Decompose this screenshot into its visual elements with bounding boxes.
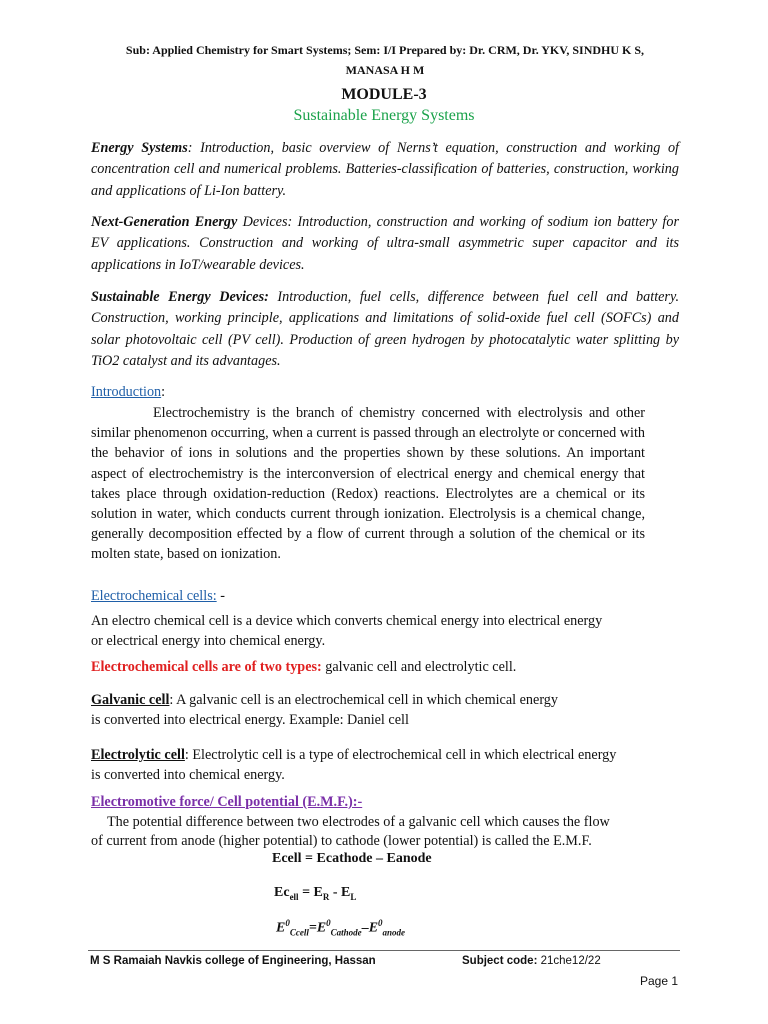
footer-divider <box>88 950 680 951</box>
types-label: Electrochemical cells are of two types: <box>91 659 322 675</box>
galvanic-text: : A galvanic cell is an electrochemical cell in which chemical energy <box>169 692 558 708</box>
eq2-a: Ec <box>274 885 290 900</box>
eq2-b: = E <box>298 885 323 900</box>
eq3-a: E <box>276 920 286 936</box>
electrolytic-line-2: is converted into chemical energy. <box>91 767 285 783</box>
eq2-c-sub: L <box>350 891 357 902</box>
footer-subject <box>462 955 601 967</box>
eq3-b-sup: 0 <box>326 918 331 928</box>
syllabus-text: Introduction, fuel cells, difference between fuel cell and battery. Construction, working principle, applications and limitations of solid-oxide fuel cell (SOFCs) and solar photovoltaic cell (PV cell). Production of green hydrogen by photocatalytic water splitting by TiO2 catalyst and its advantages. <box>91 289 680 369</box>
electrochem-line-1: An electro chemical cell is a device which converts chemical energy into electrical energy <box>91 613 603 629</box>
eq3-eq: = <box>308 920 317 936</box>
syllabus-sep: : <box>187 140 201 156</box>
syllabus-label: Energy Systems <box>91 140 188 156</box>
electrochem-types <box>91 657 516 677</box>
equation-standard-potential <box>276 918 405 937</box>
emf-line-2: of current from anode (higher potential) to cathode (lower potential) is called the E.M.F. <box>91 833 592 849</box>
eq2-c: - E <box>329 885 351 900</box>
module-subtitle: Sustainable Energy Systems <box>293 107 475 124</box>
emf-heading-text: Electromotive force/ Cell potential (E.M.F.):- <box>91 794 363 810</box>
electrolytic-line-1 <box>91 745 616 765</box>
syllabus-energy-systems <box>91 138 679 202</box>
electrochem-heading-suffix: - <box>216 588 225 604</box>
electrochem-heading <box>91 588 225 605</box>
electrolytic-text: : Electrolytic cell is a type of electrochemical cell in which electrical energy <box>184 747 617 763</box>
syllabus-next-generation <box>91 212 679 276</box>
equation-er-el <box>274 885 356 902</box>
subject-label: Subject code: <box>462 955 538 967</box>
footer-college: M S Ramaiah Navkis college of Engineering, Hassan <box>90 955 376 967</box>
electrochem-line-2: or electrical energy into chemical energy. <box>91 633 326 649</box>
eq2-a-sub: ell <box>289 891 299 902</box>
types-text: galvanic cell and electrolytic cell. <box>321 659 517 675</box>
eq3-c: E <box>368 920 379 936</box>
galvanic-label: Galvanic cell <box>91 692 170 708</box>
electrolytic-label: Electrolytic cell <box>91 747 185 763</box>
eq3-b: E <box>316 920 327 936</box>
subject-code: 21che12/22 <box>537 955 601 967</box>
eq3-a-sup: 0 <box>285 918 290 928</box>
galvanic-line-2: is converted into electrical energy. Example: Daniel cell <box>91 712 409 728</box>
intro-heading-text: Introduction <box>91 384 162 400</box>
eq3-b-sub: Cathode <box>330 927 362 938</box>
syllabus-label: Sustainable Energy Devices: <box>91 289 269 305</box>
syllabus-label: Next-Generation Energy <box>91 214 238 230</box>
header-line-1: Sub: Applied Chemistry for Smart Systems; Sem: I/I Prepared by: Dr. CRM, Dr. YKV, SINDHU K S, <box>125 43 645 57</box>
eq3-minus: – <box>361 920 369 936</box>
header-line-2: MANASA H M <box>345 63 425 77</box>
eq3-c-sub: anode <box>382 927 406 938</box>
syllabus-sustainable-devices <box>91 287 679 372</box>
intro-paragraph: Electrochemistry is the branch of chemistry concerned with electrolysis and other similar phenomenon occurring, when a current is passed through an electrolyte or concerned with the behavior of ions in solutions and the properties shown by these solutions. An important aspect of electrochemistry is the interconversion of electrical energy and chemical energy that takes place through oxidation-reduction (Redox) reactions. Electrolytes are a chemical or its solution in water, which conducts current through ionization. Electrolysis is a chemical change, generally decomposition effected by a flow of current through a solution of the chemical or its molten state, based on ionization. <box>91 405 645 563</box>
electrochem-heading-text: Electrochemical cells: <box>91 588 217 604</box>
module-title: MODULE-3 <box>341 86 427 103</box>
eq3-a-sub: Ccell <box>289 927 309 938</box>
intro-heading-suffix: : <box>161 384 166 400</box>
emf-line-1: The potential difference between two electrodes of a galvanic cell which causes the flow <box>107 814 610 830</box>
eq2-b-sub: R <box>322 891 330 902</box>
galvanic-line-1 <box>91 690 558 710</box>
eq3-c-sup: 0 <box>378 918 383 928</box>
syllabus-text: Devices: Introduction, construction and working of sodium ion battery for EV applications. Construction and working of ultra-small asymmetric super capacitor and its applications in IoT/wearable devices. <box>91 214 679 273</box>
equation-ecell: Ecell = Ecathode – Eanode <box>272 851 432 866</box>
page-number: Page 1 <box>640 974 679 988</box>
syllabus-text: Introduction, basic overview of Nerns’t equation, construction and working of concentration cell and numerical problems. Batteries-classification of batteries, construction, working and applications of Li-Ion battery. <box>91 140 679 199</box>
emf-heading <box>91 792 362 812</box>
intro-heading <box>91 384 165 401</box>
